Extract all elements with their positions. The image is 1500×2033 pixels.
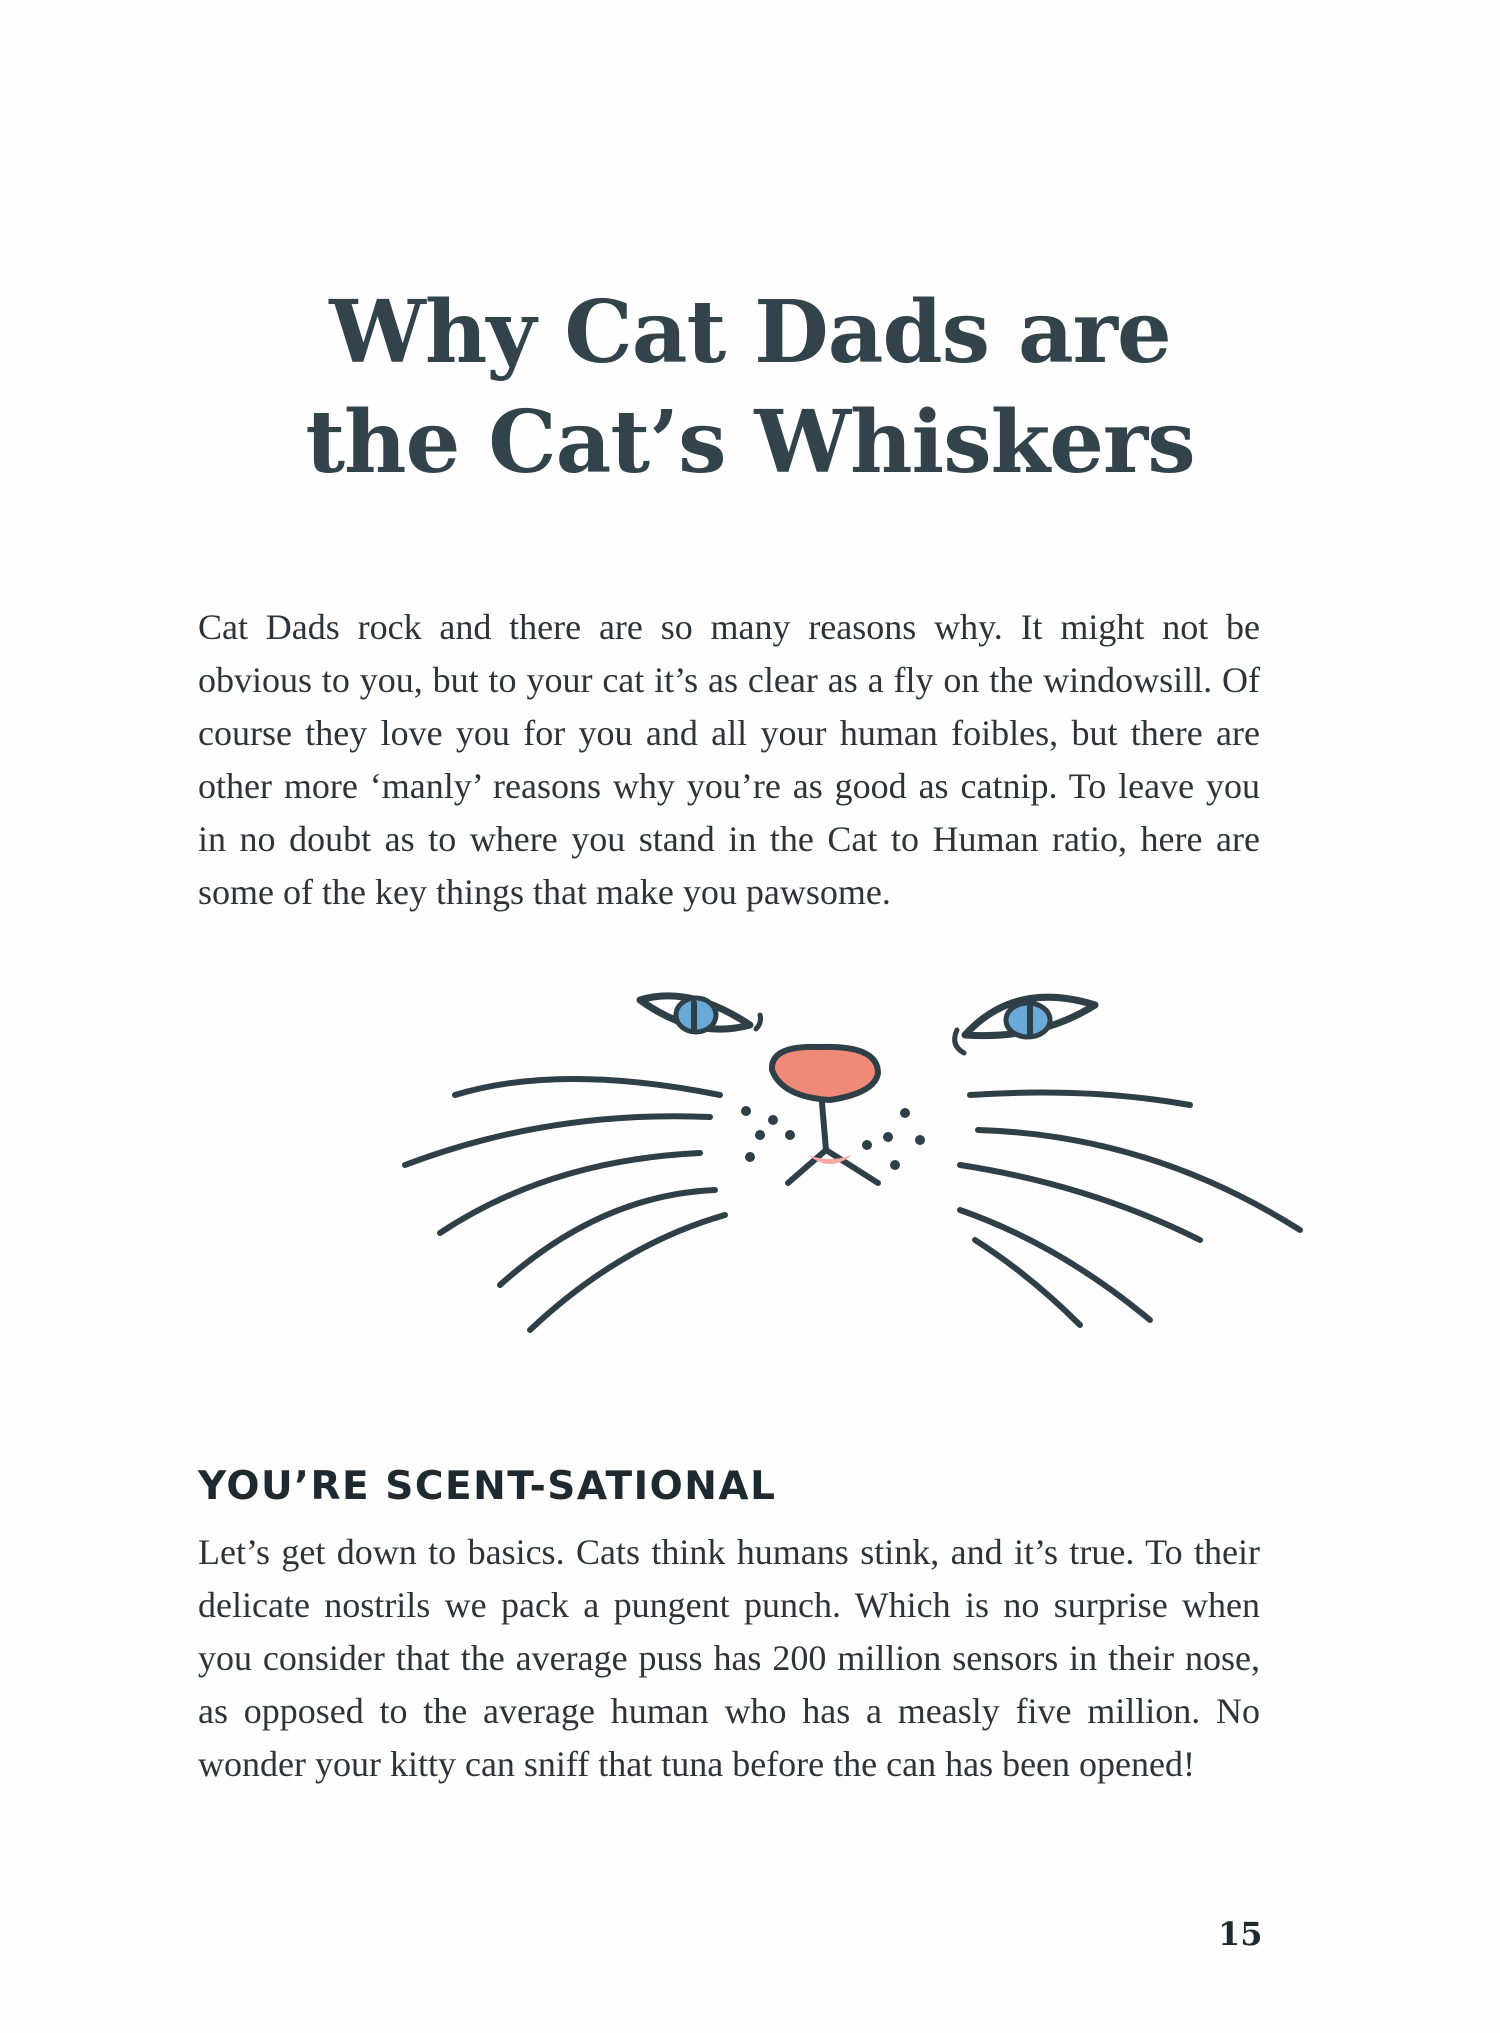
nose: [772, 1047, 878, 1183]
left-whiskers: [405, 1079, 725, 1330]
intro-paragraph: Cat Dads rock and there are so many reasons why. It might not be obvious to you, but to your cat it’s as clear as a fly on the windowsill. Of course they love you for you and all your human foibles, but there are other more ‘manly’ reasons why you’re as good as catnip. To leave you in no doubt as to where you stand in the Cat to Human ratio, here are some of the key things that make you pawsome.: [198, 607, 1260, 912]
left-eye: [640, 996, 761, 1032]
cat-face-illustration: [390, 985, 1340, 1360]
page-number: 15: [1218, 1915, 1263, 1953]
right-whiskers: [960, 1093, 1300, 1325]
section-heading: YOU’RE SCENT-SATIONAL: [198, 1464, 777, 1510]
title-line-2: the Cat’s Whiskers: [305, 391, 1195, 493]
section-body: Let’s get down to basics. Cats think humans stink, and it’s true. To their delicate nostrils we pack a pungent punch. Which is no surprise when you consider that the average puss has 200 million sensors in their nose, as opposed to the average human who has a measly five million. No wonder your kitty can sniff that tuna before the can has been opened!: [198, 1532, 1260, 1784]
right-eye: [955, 997, 1095, 1053]
cat-face-icon: [390, 985, 1340, 1360]
page-title: [200, 278, 1300, 498]
title-line-1: Why Cat Dads are: [329, 281, 1171, 383]
